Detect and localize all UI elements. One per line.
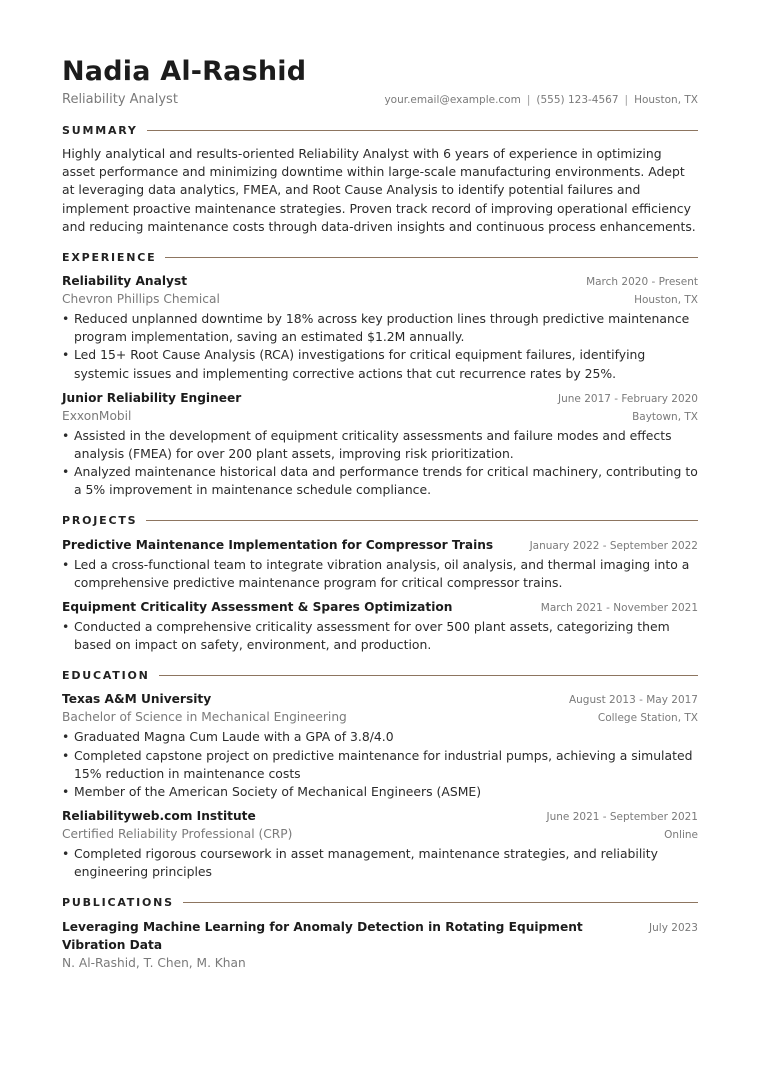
bullet-item: • Reduced unplanned downtime by 18% across key production lines through predictive maintenance program implementation, saving an estimated $1.2M annually. — [62, 310, 698, 346]
entry-header — [62, 918, 698, 954]
contact-location: Houston, TX — [634, 94, 698, 106]
experience-section — [62, 249, 698, 500]
publications-section — [62, 895, 698, 972]
contact-info — [384, 94, 698, 106]
project-dates: March 2021 - November 2021 — [540, 602, 698, 615]
entry-header — [62, 536, 698, 554]
section-title: SUMMARY — [62, 123, 138, 137]
entry-subheader — [62, 407, 698, 425]
institution-name: Texas A&M University — [62, 692, 212, 707]
bullet-list — [62, 556, 698, 592]
education-heading-row — [62, 667, 698, 683]
project-title: Predictive Maintenance Implementation for Compressor Trains — [62, 537, 494, 552]
section-title: EXPERIENCE — [62, 250, 157, 264]
bullet-item: • Led 15+ Root Cause Analysis (RCA) investigations for critical equipment failures, identifying systemic issues and implementing corrective actions that cut recurrence rates by 25%. — [62, 346, 698, 382]
section-divider — [147, 130, 698, 131]
institution-name: Reliabilityweb.com Institute — [62, 809, 256, 824]
education-entry — [62, 690, 698, 801]
bullet-item: • Conducted a comprehensive criticality assessment for over 500 plant assets, categorizing them based on impact on safety, environment, and production. — [62, 618, 698, 654]
section-title: EDUCATION — [62, 668, 150, 682]
publication-title: Leveraging Machine Learning for Anomaly Detection in Rotating Equipment Vibration Data — [62, 919, 583, 952]
entry-header — [62, 690, 698, 708]
job-title: Junior Reliability Engineer — [62, 390, 242, 405]
bullet-item: • Completed rigorous coursework in asset management, maintenance strategies, and reliability engineering principles — [62, 845, 698, 881]
education-location: Online — [664, 829, 698, 842]
section-divider — [146, 520, 698, 521]
entry-header — [62, 807, 698, 825]
contact-phone: (555) 123-4567 — [536, 94, 619, 106]
section-title: PROJECTS — [62, 514, 138, 528]
contact-separator: | — [624, 94, 629, 106]
experience-entry — [62, 272, 698, 383]
degree: Certified Reliability Professional (CRP) — [62, 827, 293, 842]
entry-header — [62, 272, 698, 290]
header-subline — [62, 92, 698, 112]
summary-heading-row — [62, 122, 698, 138]
entry-header — [62, 389, 698, 407]
projects-heading-row — [62, 513, 698, 529]
experience-entry — [62, 389, 698, 500]
projects-section — [62, 513, 698, 655]
education-location: College Station, TX — [597, 712, 698, 725]
job-dates: June 2017 - February 2020 — [558, 392, 698, 405]
job-dates: March 2020 - Present — [586, 276, 698, 289]
summary-text: Highly analytical and results-oriented Reliability Analyst with 6 years of experience in optimizing asset performance and minimizing downtime within large-scale manufacturing environments. Adept at leveraging data analytics, FMEA, and Root Cause Analysis to identify potential failures and implement proactive maintenance strategies. Proven track record of improving operational efficiency and reducing maintenance costs through data-driven insights and continuous process enhancements. — [62, 146, 696, 234]
bullet-item: • Led a cross-functional team to integrate vibration analysis, oil analysis, and thermal imaging into a comprehensive predictive maintenance program for critical compressor trains. — [62, 556, 698, 592]
project-entry — [62, 536, 698, 592]
bullet-item: • Completed capstone project on predictive maintenance for industrial pumps, achieving a simulated 15% reduction in maintenance costs — [62, 747, 698, 783]
job-location: Houston, TX — [634, 294, 698, 307]
resume-header — [62, 56, 698, 92]
project-entry — [62, 598, 698, 654]
project-title: Equipment Criticality Assessment & Spares Optimization — [62, 600, 453, 615]
bullet-list — [62, 728, 698, 801]
contact-email: your.email@example.com — [384, 94, 521, 106]
candidate-name: Nadia Al-Rashid — [62, 56, 307, 87]
bullet-item: • Assisted in the development of equipment criticality assessments and failure modes and effects analysis (FMEA) for over 200 plant assets, improving risk prioritization. — [62, 427, 698, 463]
entry-subheader — [62, 290, 698, 308]
bullet-list — [62, 618, 698, 654]
experience-heading-row — [62, 249, 698, 265]
entry-header — [62, 598, 698, 616]
bullet-list — [62, 845, 698, 881]
education-entry — [62, 807, 698, 881]
candidate-role: Reliability Analyst — [62, 92, 178, 107]
publication-date: July 2023 — [649, 921, 698, 934]
section-divider — [165, 257, 698, 258]
publications-heading-row — [62, 895, 698, 911]
bullet-item: • Analyzed maintenance historical data and performance trends for critical machinery, contributing to a 5% improvement in maintenance schedule compliance. — [62, 463, 698, 499]
entry-subheader — [62, 708, 698, 726]
section-divider — [159, 675, 698, 676]
section-title: PUBLICATIONS — [62, 896, 174, 910]
contact-separator: | — [526, 94, 531, 106]
entry-subheader — [62, 825, 698, 843]
employer: ExxonMobil — [62, 408, 132, 423]
education-section — [62, 667, 698, 881]
education-dates: June 2021 - September 2021 — [546, 811, 698, 824]
bullet-list — [62, 310, 698, 383]
bullet-list — [62, 427, 698, 500]
employer: Chevron Phillips Chemical — [62, 292, 220, 307]
degree: Bachelor of Science in Mechanical Engineering — [62, 710, 347, 725]
entry-subheader — [62, 954, 698, 972]
summary-section — [62, 122, 698, 236]
section-divider — [183, 902, 698, 903]
bullet-item: • Member of the American Society of Mechanical Engineers (ASME) — [62, 783, 698, 801]
publication-authors: N. Al-Rashid, T. Chen, M. Khan — [62, 955, 246, 970]
education-dates: August 2013 - May 2017 — [568, 694, 698, 707]
job-title: Reliability Analyst — [62, 274, 188, 289]
bullet-item: • Graduated Magna Cum Laude with a GPA of 3.8/4.0 — [62, 728, 698, 746]
project-dates: January 2022 - September 2022 — [529, 539, 698, 552]
job-location: Baytown, TX — [632, 410, 698, 423]
publication-entry — [62, 918, 698, 972]
